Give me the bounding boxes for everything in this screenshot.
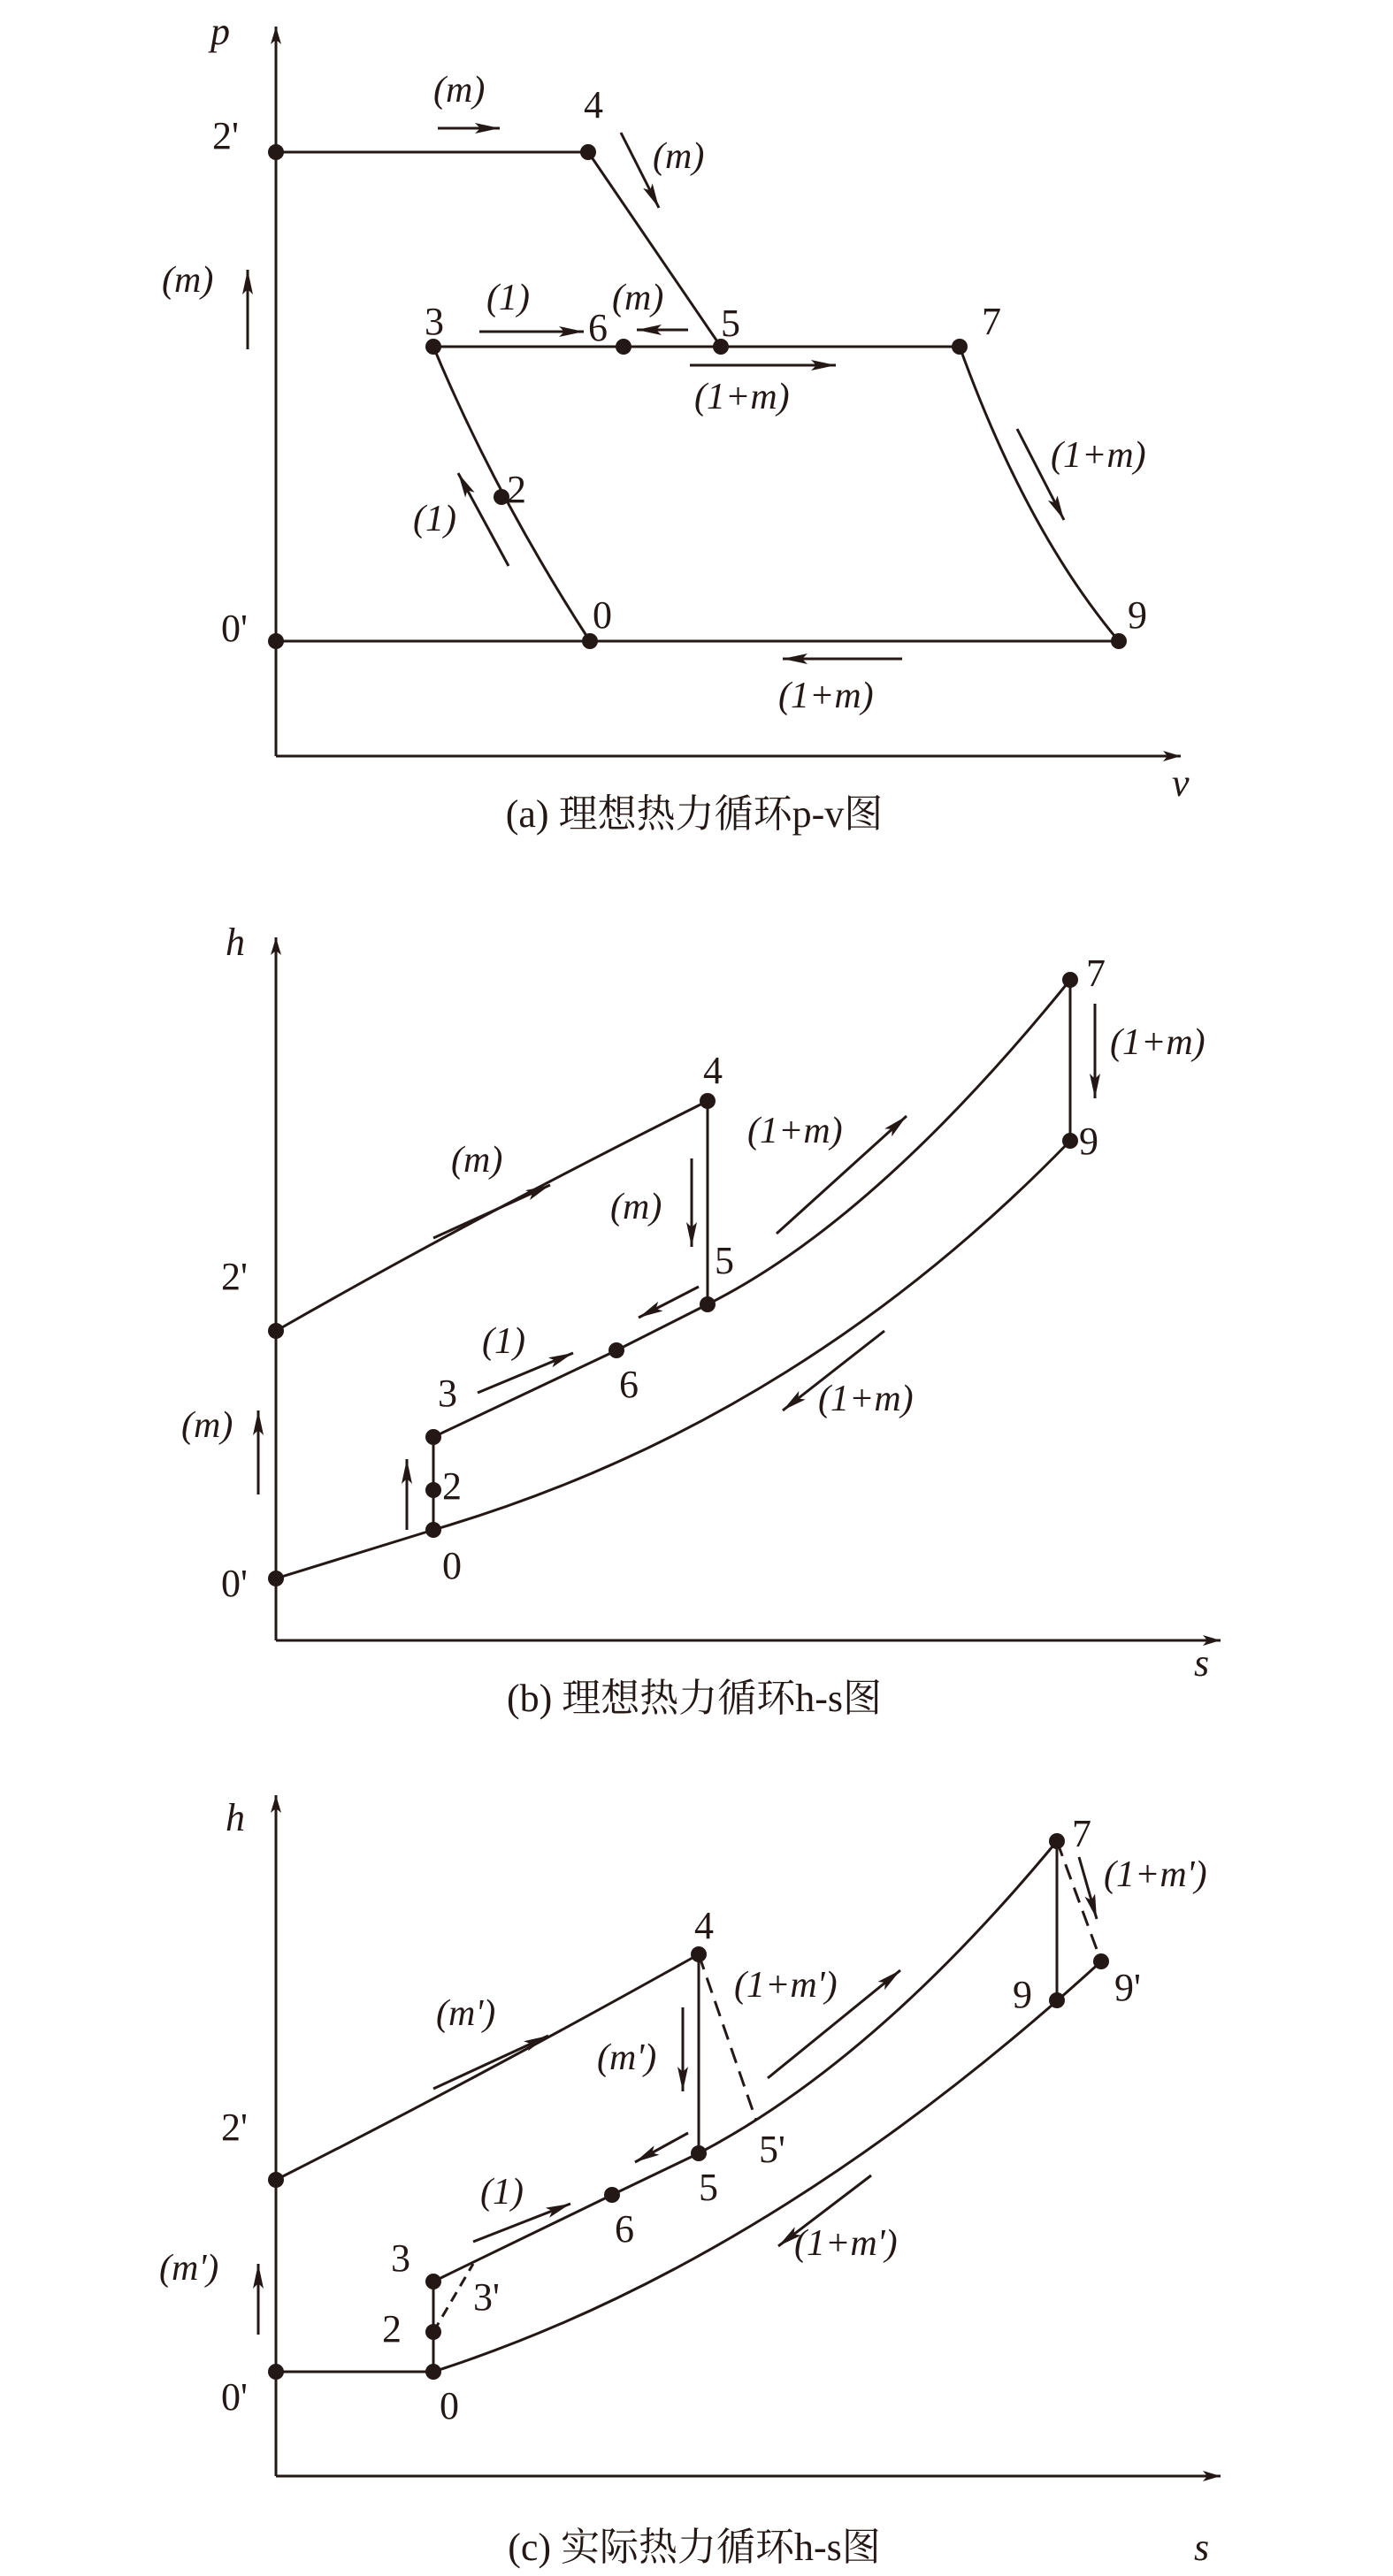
c-point-9	[1049, 1992, 1065, 2008]
c-caption: (c) 实际热力循环h-s图	[508, 2526, 881, 2569]
a-curve-7-9	[960, 347, 1119, 641]
a-point-0p	[268, 633, 284, 649]
c-label-2: 2	[382, 2307, 402, 2351]
c-point-5	[691, 2145, 707, 2161]
a-flow-one-top: (1)	[486, 278, 530, 318]
a-label-9: 9	[1128, 593, 1147, 637]
b-flow-m-left: (m)	[181, 1405, 233, 1446]
c-point-2	[425, 2324, 441, 2340]
a-label-0p: 0'	[221, 607, 248, 650]
c-label-7: 7	[1072, 1812, 1091, 1855]
c-flow-1m-upper: (1+m')	[734, 1965, 838, 2006]
c-arrow-m-upper	[433, 2036, 548, 2089]
c-dash-2-3p	[433, 2264, 473, 2332]
c-label-4: 4	[694, 1904, 714, 1947]
b-arrow-m-upper	[433, 1185, 550, 1238]
b-point-2	[425, 1482, 441, 1498]
c-point-7	[1049, 1833, 1065, 1849]
b-label-5: 5	[715, 1239, 734, 1282]
c-point-6	[604, 2187, 620, 2203]
c-flow-1m-lower: (1+m')	[794, 2223, 898, 2264]
c-label-9p: 9'	[1114, 1966, 1141, 2009]
b-y-axis-label: h	[226, 921, 245, 964]
b-flow-1m-lower: (1+m)	[818, 1379, 914, 1419]
a-label-7: 7	[982, 300, 1001, 343]
a-label-2p: 2'	[212, 114, 239, 157]
b-label-3: 3	[438, 1372, 457, 1415]
c-point-9p	[1093, 1953, 1109, 1969]
b-point-0p	[268, 1571, 284, 1586]
b-label-0p: 0'	[221, 1562, 248, 1605]
b-point-4	[700, 1093, 716, 1109]
a-flow-m-mid: (m)	[612, 278, 664, 318]
b-point-7	[1062, 972, 1078, 988]
c-flow-one: (1)	[480, 2172, 524, 2213]
a-point-7	[952, 339, 968, 355]
a-flow-m-left: (m)	[162, 260, 214, 301]
b-label-4: 4	[703, 1049, 723, 1092]
c-arrow-5-6	[635, 2133, 688, 2162]
b-curve-3-7	[433, 980, 1070, 1437]
b-point-3	[425, 1429, 441, 1445]
b-label-6: 6	[619, 1363, 639, 1406]
b-point-6	[608, 1342, 624, 1358]
a-point-2p	[268, 144, 284, 160]
b-label-7: 7	[1086, 952, 1106, 995]
a-flow-m-diag: (m)	[653, 136, 705, 177]
b-label-2p: 2'	[221, 1255, 248, 1298]
a-label-5: 5	[721, 302, 740, 345]
diagram-c-hs	[159, 1795, 1221, 2569]
b-x-axis-label: s	[1194, 1641, 1210, 1685]
a-label-6: 6	[588, 306, 608, 349]
a-flow-one-left: (1)	[413, 499, 456, 539]
a-label-2: 2	[507, 468, 526, 511]
c-point-0p	[268, 2364, 284, 2380]
a-flow-m-top: (m)	[433, 70, 486, 111]
a-label-0: 0	[593, 593, 612, 637]
c-y-axis-label: h	[226, 1796, 245, 1839]
c-flow-m-45: (m')	[597, 2037, 657, 2078]
c-point-4	[691, 1946, 707, 1962]
c-label-3: 3	[391, 2236, 410, 2280]
a-label-4: 4	[584, 83, 603, 126]
b-label-0: 0	[442, 1544, 462, 1587]
a-caption: (a) 理想热力循环p-v图	[505, 792, 884, 836]
b-point-0	[425, 1522, 441, 1538]
b-point-2p	[268, 1323, 284, 1339]
b-flow-m-45: (m)	[610, 1187, 662, 1227]
a-y-axis-label: p	[210, 10, 230, 53]
b-label-2: 2	[442, 1464, 462, 1508]
diagram-a-pv	[162, 10, 1190, 836]
a-flow-1m-bottom: (1+m)	[778, 676, 874, 716]
a-point-6	[616, 339, 631, 355]
c-label-5p: 5'	[759, 2128, 785, 2171]
c-flow-m-left: (m')	[159, 2248, 219, 2289]
b-point-9	[1062, 1133, 1078, 1149]
a-label-3: 3	[425, 300, 444, 343]
c-point-2p	[268, 2172, 284, 2188]
c-flow-m-upper: (m')	[436, 1993, 496, 2034]
c-point-0	[425, 2364, 441, 2380]
b-label-9: 9	[1079, 1120, 1098, 1163]
c-arrow-1m-7	[1079, 1857, 1097, 1919]
a-x-axis-label: v	[1172, 761, 1190, 805]
b-curve-0p-9	[276, 1141, 1070, 1578]
c-label-9: 9	[1013, 1973, 1032, 2016]
c-label-0p: 0'	[221, 2375, 248, 2419]
c-x-axis-label: s	[1194, 2526, 1210, 2569]
a-flow-1m-mid: (1+m)	[694, 377, 790, 417]
c-flow-1m-7: (1+m')	[1104, 1854, 1207, 1895]
c-label-6: 6	[615, 2207, 634, 2251]
c-curve-3-7	[433, 1841, 1057, 2282]
c-label-0: 0	[440, 2384, 459, 2427]
c-point-3	[425, 2274, 441, 2289]
diagram-b-hs	[181, 921, 1221, 1720]
c-label-3p: 3'	[473, 2275, 500, 2319]
a-point-9	[1111, 633, 1127, 649]
b-flow-1m-7: (1+m)	[1110, 1022, 1205, 1063]
c-label-2p: 2'	[221, 2106, 248, 2149]
c-label-5: 5	[699, 2166, 718, 2209]
b-caption: (b) 理想热力循环h-s图	[506, 1677, 883, 1720]
a-point-4	[580, 144, 596, 160]
b-flow-one: (1)	[482, 1321, 525, 1362]
b-flow-1m-upper: (1+m)	[747, 1111, 843, 1151]
b-point-5	[700, 1296, 716, 1312]
b-flow-m-upper: (m)	[451, 1140, 503, 1181]
a-flow-1m-right: (1+m)	[1051, 435, 1146, 476]
